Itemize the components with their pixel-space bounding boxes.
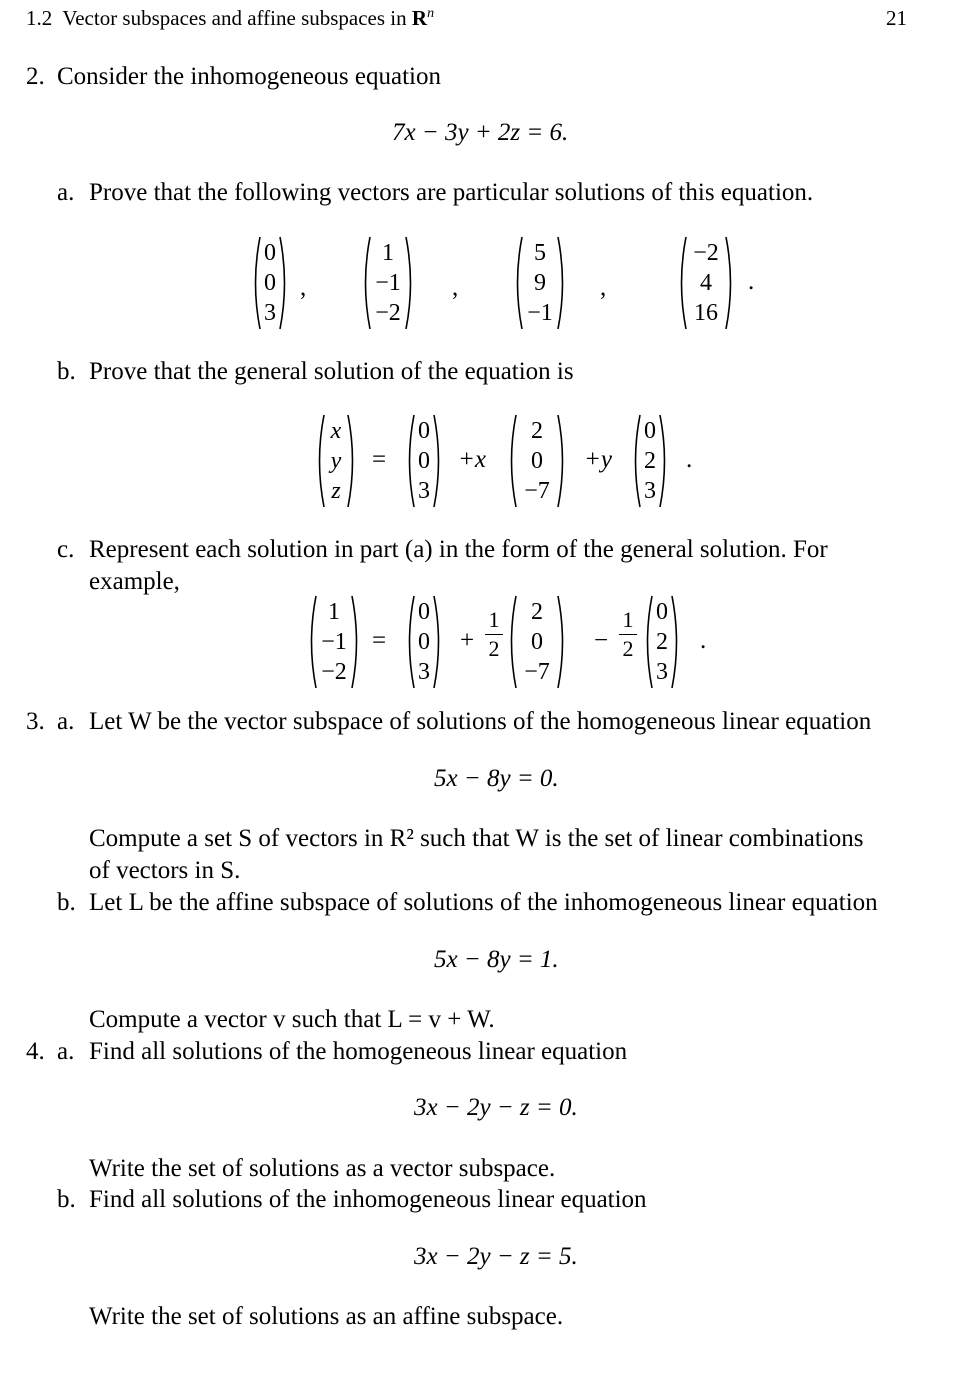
- left-paren-icon: [642, 594, 654, 690]
- problem-3a-text2-line2: of vectors in S.: [89, 857, 241, 884]
- left-paren-icon: [404, 594, 416, 690]
- right-paren-icon: [556, 594, 568, 690]
- vector-entry: −1: [527, 300, 553, 326]
- fraction-bar: [485, 634, 503, 635]
- right-paren-icon: [670, 594, 682, 690]
- column-vector: [642, 594, 682, 690]
- vector-entry: −2: [693, 240, 719, 266]
- problem-4-number: 4.: [26, 1038, 45, 1065]
- problem-3b-label: b.: [57, 889, 76, 916]
- column-vector: [676, 235, 736, 331]
- problem-4b-text2: Write the set of solutions as an affine subspace.: [89, 1303, 564, 1330]
- problem-3-number: 3.: [26, 708, 45, 735]
- field-exponent: n: [427, 6, 435, 21]
- right-paren-icon: [556, 235, 568, 331]
- plus-y-term: +y: [584, 446, 612, 473]
- separator: .: [748, 268, 755, 295]
- problem-2b-label: b.: [57, 358, 76, 385]
- vector-entry: 2: [644, 448, 656, 474]
- problem-2a-label: a.: [57, 179, 75, 206]
- vector-entry: 3: [418, 659, 430, 685]
- vector-entry: 0: [418, 629, 430, 655]
- fraction-bar: [619, 634, 637, 635]
- equals-sign: =: [372, 627, 387, 654]
- problem-4b-text: Find all solutions of the inhomogeneous linear equation: [89, 1186, 647, 1213]
- problem-3a-label: a.: [57, 708, 75, 735]
- vector-entry: 0: [418, 599, 430, 625]
- fraction-denominator: 2: [622, 636, 634, 661]
- left-paren-icon: [506, 413, 518, 509]
- problem-4b-equation: 3x − 2y − z = 5.: [414, 1243, 578, 1270]
- problem-4b-label: b.: [57, 1186, 76, 1213]
- left-paren-icon: [250, 235, 262, 331]
- vector-entry: 4: [700, 270, 712, 296]
- problem-2c-label: c.: [57, 536, 75, 563]
- section-title: Vector subspaces and affine subspaces in: [62, 6, 407, 30]
- problem-2-intro: Consider the inhomogeneous equation: [57, 63, 441, 90]
- left-paren-icon: [306, 594, 318, 690]
- right-paren-icon: [556, 413, 568, 509]
- problem-2b-text: Prove that the general solution of the equation is: [89, 358, 574, 385]
- vector-entry: 0: [656, 599, 668, 625]
- running-header: [26, 6, 434, 31]
- column-vector: [512, 235, 568, 331]
- fraction-one-half: [484, 608, 504, 661]
- vector-entry: 0: [531, 448, 543, 474]
- problem-2-equation: 7x − 3y + 2z = 6.: [392, 119, 569, 146]
- right-paren-icon: [404, 235, 416, 331]
- column-vector: [306, 594, 362, 690]
- problem-2a-vectors: [0, 235, 974, 335]
- fraction-numerator: 1: [622, 607, 634, 632]
- separator: ,: [300, 274, 307, 301]
- problem-4a-text: Find all solutions of the homogeneous linear equation: [89, 1038, 628, 1065]
- vector-entry: −7: [524, 659, 550, 685]
- column-vector: [506, 413, 568, 509]
- vector-entry: 3: [656, 659, 668, 685]
- problem-2c-example: [0, 594, 974, 694]
- vector-entry: −2: [375, 300, 401, 326]
- column-vector: [630, 413, 670, 509]
- vector-entry: 1: [382, 240, 394, 266]
- right-paren-icon: [278, 235, 290, 331]
- minus-sign: −: [594, 627, 609, 654]
- separator: ,: [600, 274, 607, 301]
- equals-sign: =: [372, 446, 387, 473]
- vector-entry: 2: [531, 418, 543, 444]
- right-paren-icon: [658, 413, 670, 509]
- left-paren-icon: [676, 235, 688, 331]
- column-vector: [360, 235, 416, 331]
- problem-4a-label: a.: [57, 1038, 75, 1065]
- problem-4a-text2: Write the set of solutions as a vector subspace.: [89, 1155, 556, 1182]
- vector-entry: 3: [418, 478, 430, 504]
- vector-entry: 1: [328, 599, 340, 625]
- section-number: 1.2: [26, 6, 53, 30]
- right-paren-icon: [432, 413, 444, 509]
- vector-entry: 3: [264, 300, 276, 326]
- column-vector: [404, 594, 444, 690]
- vector-entry: 0: [418, 448, 430, 474]
- fraction-numerator: 1: [488, 607, 500, 632]
- problem-2c-text-line2: example,: [89, 568, 180, 595]
- problem-3a-text2-line1: Compute a set S of vectors in R² such that W is the set of linear combinations: [89, 825, 864, 852]
- left-paren-icon: [512, 235, 524, 331]
- problem-3a-equation: 5x − 8y = 0.: [434, 765, 559, 792]
- left-paren-icon: [506, 594, 518, 690]
- left-paren-icon: [360, 235, 372, 331]
- vector-entry: 0: [264, 270, 276, 296]
- vector-entry: 0: [418, 418, 430, 444]
- right-paren-icon: [346, 413, 358, 509]
- right-paren-icon: [432, 594, 444, 690]
- vector-entry: 5: [534, 240, 546, 266]
- problem-3a-text: Let W be the vector subspace of solutions of the homogeneous linear equation: [89, 708, 872, 735]
- vector-entry: 9: [534, 270, 546, 296]
- problem-2b-general-solution: [0, 413, 974, 513]
- vector-entry: −7: [524, 478, 550, 504]
- separator: ,: [452, 274, 459, 301]
- vector-entry: −2: [321, 659, 347, 685]
- vector-entry: −1: [321, 629, 347, 655]
- problem-4a-equation: 3x − 2y − z = 0.: [414, 1094, 578, 1121]
- field-symbol: R: [411, 6, 428, 30]
- vector-entry: 0: [531, 629, 543, 655]
- column-vector: [250, 235, 290, 331]
- column-vector: [506, 594, 568, 690]
- right-paren-icon: [350, 594, 362, 690]
- left-paren-icon: [630, 413, 642, 509]
- problem-3b-text: Let L be the affine subspace of solutions of the inhomogeneous linear equation: [89, 889, 878, 916]
- vector-entry: −1: [375, 270, 401, 296]
- problem-2-number: 2.: [26, 63, 45, 90]
- right-paren-icon: [724, 235, 736, 331]
- problem-3b-equation: 5x − 8y = 1.: [434, 946, 559, 973]
- column-vector: [314, 413, 358, 509]
- period: .: [686, 446, 693, 473]
- vector-entry: 2: [531, 599, 543, 625]
- problem-3b-text2: Compute a vector v such that L = v + W.: [89, 1006, 495, 1033]
- left-paren-icon: [314, 413, 326, 509]
- vector-entry: 0: [644, 418, 656, 444]
- plus-x-term: +x: [458, 446, 486, 473]
- fraction-one-half: [618, 608, 638, 661]
- vector-entry: y: [330, 448, 342, 474]
- problem-2a-text: Prove that the following vectors are particular solutions of this equation.: [89, 179, 814, 206]
- column-vector: [404, 413, 444, 509]
- left-paren-icon: [404, 413, 416, 509]
- vector-entry: 3: [644, 478, 656, 504]
- problem-2c-text-line1: Represent each solution in part (a) in the form of the general solution. For: [89, 536, 828, 563]
- period: .: [700, 627, 707, 654]
- vector-entry: z: [331, 478, 341, 504]
- vector-entry: x: [330, 418, 342, 444]
- plus-sign: +: [460, 627, 475, 654]
- vector-entry: 0: [264, 240, 276, 266]
- fraction-denominator: 2: [488, 636, 500, 661]
- vector-entry: 2: [656, 629, 668, 655]
- page-number: 21: [886, 6, 907, 30]
- vector-entry: 16: [694, 300, 718, 326]
